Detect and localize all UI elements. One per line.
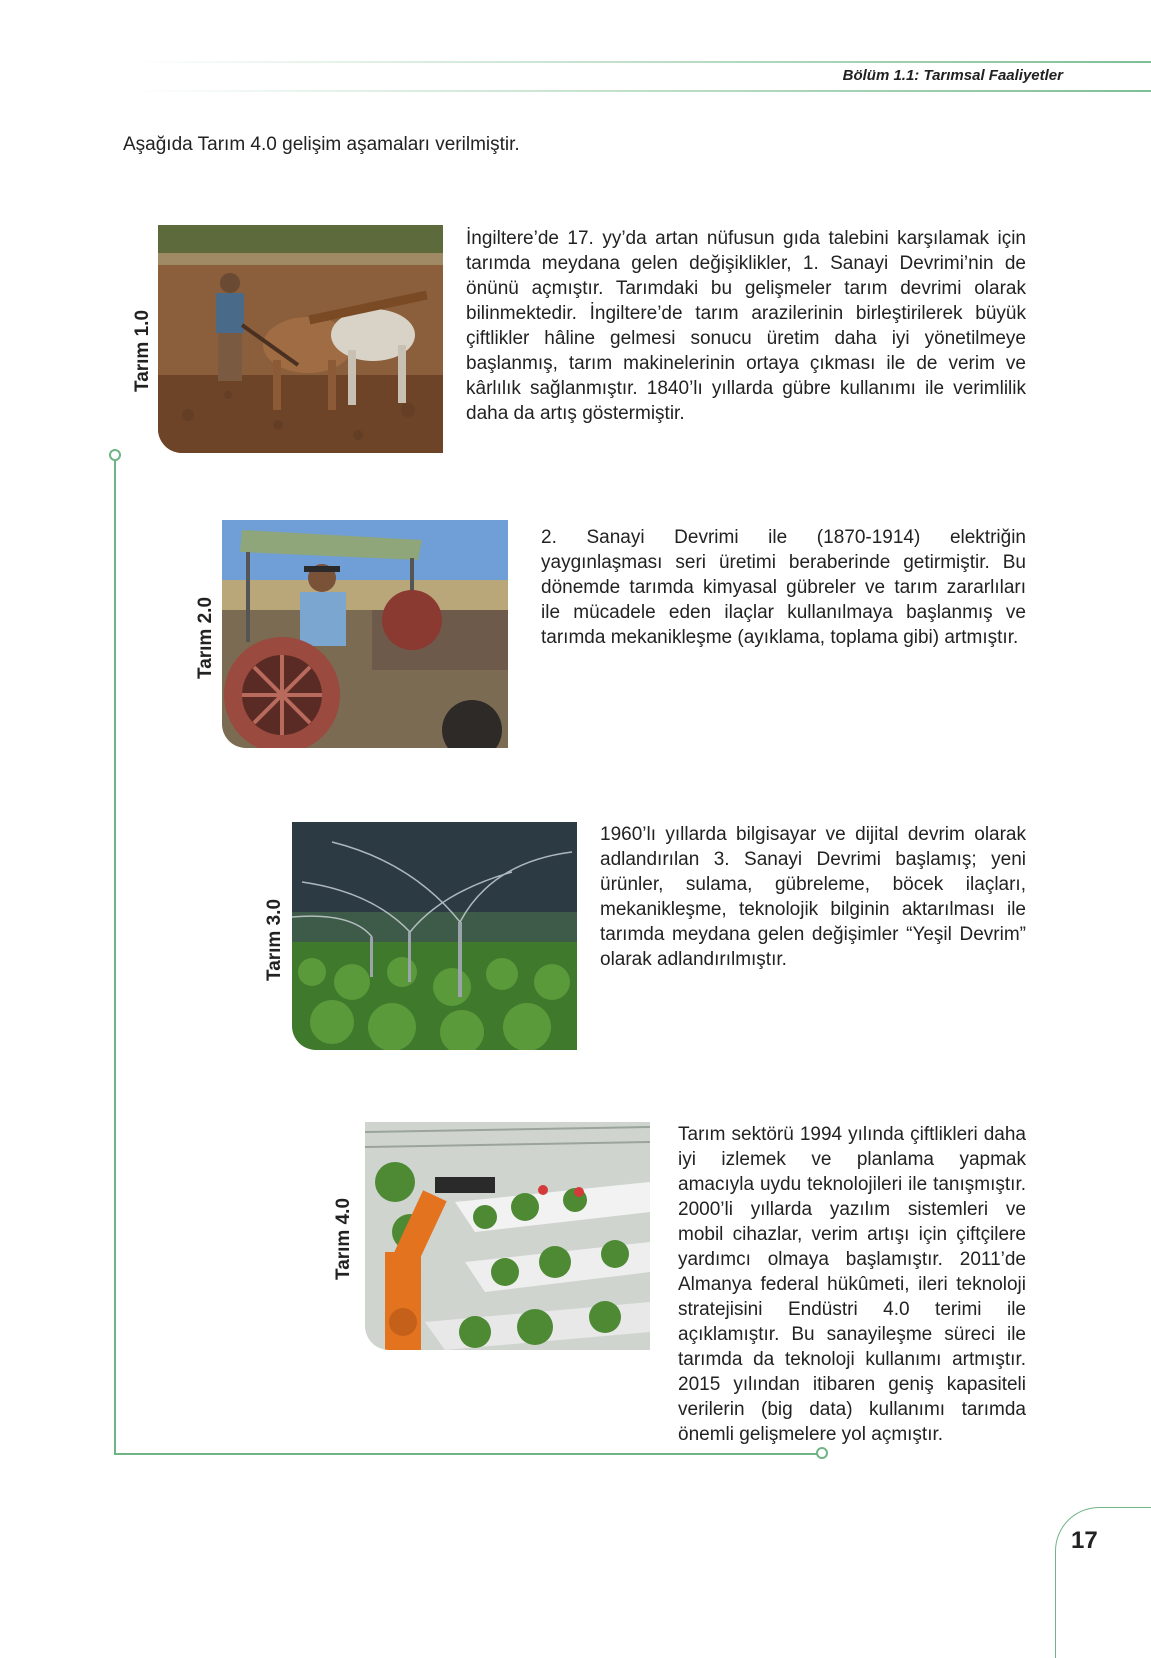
stage-4-photo	[365, 1122, 650, 1350]
timeline-end-dot	[816, 1447, 828, 1459]
page-corner-frame	[1055, 1507, 1151, 1658]
page-number: 17	[1071, 1527, 1098, 1554]
stage-2-text: 2. Sanayi Devrimi ile (1870-1914) elektriğin yaygınlaşması seri üretimi beraberinde getirmiştir. Bu dönemde tarımda kimyasal gübreler ve tarım zararlıları ile mücadele eden ilaçlar kullanılmaya başlanmış ve tarımda mekanikleşme (ayıklama, toplama gibi) artmıştır.	[541, 527, 1026, 648]
stage-label-2: Tarım 2.0	[195, 596, 216, 679]
header-rule-top	[130, 61, 1151, 63]
stage-2-photo	[222, 520, 508, 748]
stage-1-photo	[158, 225, 443, 453]
timeline-start-dot	[109, 449, 121, 461]
stage-4-text: Tarım sektörü 1994 yılında çiftlikleri daha iyi izlemek ve planlama yapmak amacıyla uydu teknolojileri ile tanışmıştır. 2000’li yıllarda yazılım sistemleri ve mobil cihazlar, verim artışı için çiftçilere yardımcı olmaya başlamıştır. 2011’de Almanya federal hükûmeti, ileri teknoloji stratejisini Endüstri 4.0 terimi ile açıklamıştır. Bu sanayileşme süreci ile tarımda da teknoloji kullanımı artmıştır. 2015 yılından itibaren geniş kapasiteli verilerin (big data) kullanımı tarımda önemli gelişmelere yol açmıştır.	[678, 1124, 1026, 1445]
stage-1-text: İngiltere’de 17. yy’da artan nüfusun gıda talebini karşılamak için tarımda meydana gelen değişiklikler, 1. Sanayi Devrimi’nin de önünü açmıştır. Tarımdaki bu gelişmeler tarım devrimi olarak bilinmektedir. İngiltere’de tarım arazilerinin birleştirilerek büyük çiftlikler hâline gelmesi sonucu üretim daha iyi yönetilmeye başlanmış, tarım makinelerinin ortaya çıkması ile de verim ve kârlılık sağlanmıştır. 1840’lı yıllarda gübre kullanımı ile verimlilik daha da artış göstermiştir.	[466, 228, 1026, 424]
chapter-title: Bölüm 1.1: Tarımsal Faaliyetler	[842, 67, 1063, 84]
stage-3-text: 1960’lı yıllarda bilgisayar ve dijital devrim olarak adlandırılan 3. Sanayi Devrimi başlamış; yeni ürünler, sulama, gübreleme, böcek ilaçları, mekanikleşme, teknolojik bilginin aktarılması ile tarımda meydana gelen değişimler “Yeşil Devrim” olarak adlandırılmıştır.	[600, 824, 1026, 970]
intro-text: Aşağıda Tarım 4.0 gelişim aşamaları verilmiştir.	[123, 134, 520, 155]
header-rule-bottom	[130, 90, 1151, 92]
stage-label-3: Tarım 3.0	[264, 898, 285, 981]
stage-3-photo	[292, 822, 577, 1050]
stage-label-1: Tarım 1.0	[132, 309, 153, 392]
stage-label-4: Tarım 4.0	[333, 1197, 354, 1280]
